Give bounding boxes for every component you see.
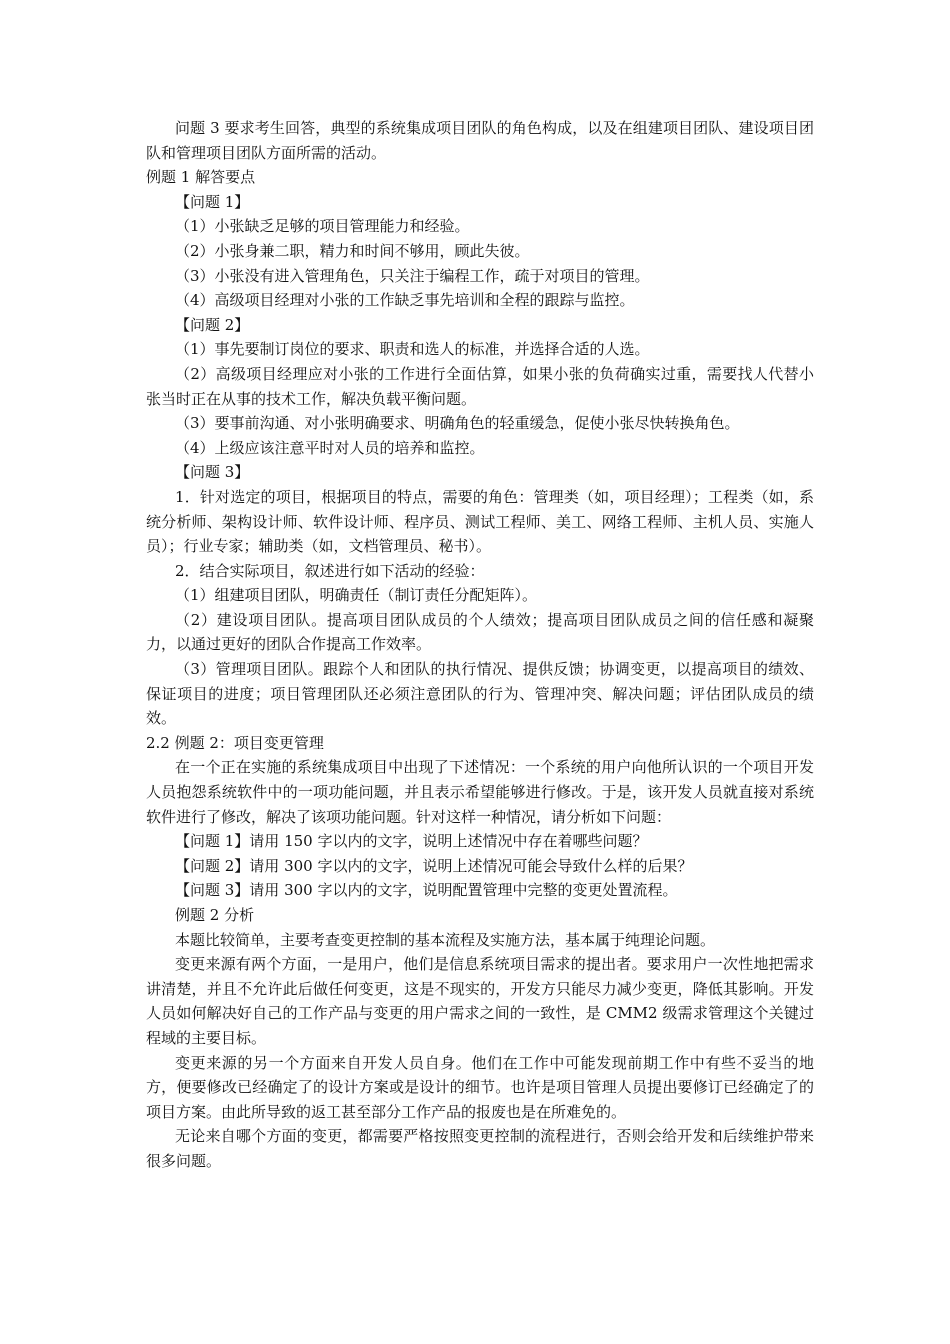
paragraph-analysis-3: 变更来源的另一个方面来自开发人员自身。他们在工作中可能发现前期工作中有些不妥当的地方，便要修改已经确定了的设计方案或是设计的细节。也许是项目管理人员提出要修订已经确定了的项目方案。由此所导致的返工甚至部分工作产品的报废也是在所难免的。 [146, 1053, 814, 1121]
paragraph-analysis-2: 变更来源有两个方面，一是用户，他们是信息系统项目需求的提出者。要求用户一次性地把需求讲清楚，并且不允许此后做任何变更，这是不现实的，开发方只能尽力减少变更，降低其影响。开发人员如何解决好自己的工作产品与变更的用户需求之间的一致性，是 CMM2 级需求管理这个关键过程域的主要目标。 [146, 955, 814, 1047]
list-item: （3）要事前沟通、对小张明确要求、明确角色的轻重缓急，促使小张尽快转换角色。 [175, 414, 740, 433]
list-item: （2）高级项目经理应对小张的工作进行全面估算，如果小张的负荷确实过重，需要找人代替小张当时正在从事的技术工作，解决负载平衡问题。 [146, 364, 814, 408]
document-body [146, 116, 814, 1174]
paragraph-question3-intro: 问题 3 要求考生回答，典型的系统集成项目团队的角色构成，以及在组建项目团队、建设项目团队和管理项目团队方面所需的活动。 [146, 119, 814, 162]
list-item: （1）小张缺乏足够的项目管理能力和经验。 [175, 217, 470, 236]
paragraph-analysis-1: 本题比较简单，主要考查变更控制的基本流程及实施方法，基本属于纯理论问题。 [175, 930, 716, 949]
heading-question-3: 【问题 3】 [175, 463, 250, 482]
list-item: （4）上级应该注意平时对人员的培养和监控。 [175, 438, 485, 457]
heading-question-2: 【问题 2】 [175, 315, 250, 334]
paragraph-roles: 1．针对选定的项目，根据项目的特点，需要的角色：管理类（如，项目经理）；工程类（如，系统分析师、架构设计师、软件设计师、程序员、测试工程师、美工、网络工程师、主机人员、实施人员）；行业专家；辅助类（如，文档管理员、秘书）。 [146, 487, 814, 556]
heading-example1-answer: 例题 1 解答要点 [146, 168, 256, 187]
question-line: 【问题 3】请用 300 字以内的文字，说明配置管理中完整的变更处置流程。 [175, 881, 678, 900]
list-item: （3）小张没有进入管理角色，只关注于编程工作，疏于对项目的管理。 [175, 266, 650, 285]
question-line: 【问题 2】请用 300 字以内的文字，说明上述情况可能会导致什么样的后果？ [175, 856, 693, 875]
heading-question-1: 【问题 1】 [175, 192, 250, 211]
section-heading-2-2: 2.2 例题 2：项目变更管理 [146, 733, 324, 752]
list-item: （3）管理项目团队。跟踪个人和团队的执行情况、提供反馈；协调变更，以提高项目的绩效、保证项目的进度；项目管理团队还必须注意团队的行为、管理冲突、解决问题；评估团队成员的绩效。 [146, 660, 814, 728]
paragraph-analysis-4: 无论来自哪个方面的变更，都需要严格按照变更控制的流程进行，否则会给开发和后续维护带来很多问题。 [146, 1127, 814, 1170]
list-item: （1）事先要制订岗位的要求、职责和选人的标准，并选择合适的人选。 [175, 340, 650, 359]
list-item: （1）组建项目团队，明确责任（制订责任分配矩阵）。 [175, 586, 538, 605]
paragraph-activities-intro: 2．结合实际项目，叙述进行如下活动的经验： [175, 561, 485, 580]
list-item: （2）建设项目团队。提高项目团队成员的个人绩效；提高项目团队成员之间的信任感和凝聚力，以通过更好的团队合作提高工作效率。 [146, 610, 814, 654]
list-item: （2）小张身兼二职，精力和时间不够用，顾此失彼。 [175, 241, 530, 260]
list-item: （4）高级项目经理对小张的工作缺乏事先培训和全程的跟踪与监控。 [175, 291, 635, 310]
question-line: 【问题 1】请用 150 字以内的文字，说明上述情况中存在着哪些问题？ [175, 832, 648, 851]
paragraph-scenario: 在一个正在实施的系统集成项目中出现了下述情况：一个系统的用户向他所认识的一个项目开发人员抱怨系统软件中的一项功能问题，并且表示希望能够进行修改。于是，该开发人员就直接对系统软件进行了修改，解决了该项功能问题。针对这样一种情况，请分析如下问题： [146, 758, 814, 826]
heading-example2-analysis: 例题 2 分析 [175, 906, 255, 924]
